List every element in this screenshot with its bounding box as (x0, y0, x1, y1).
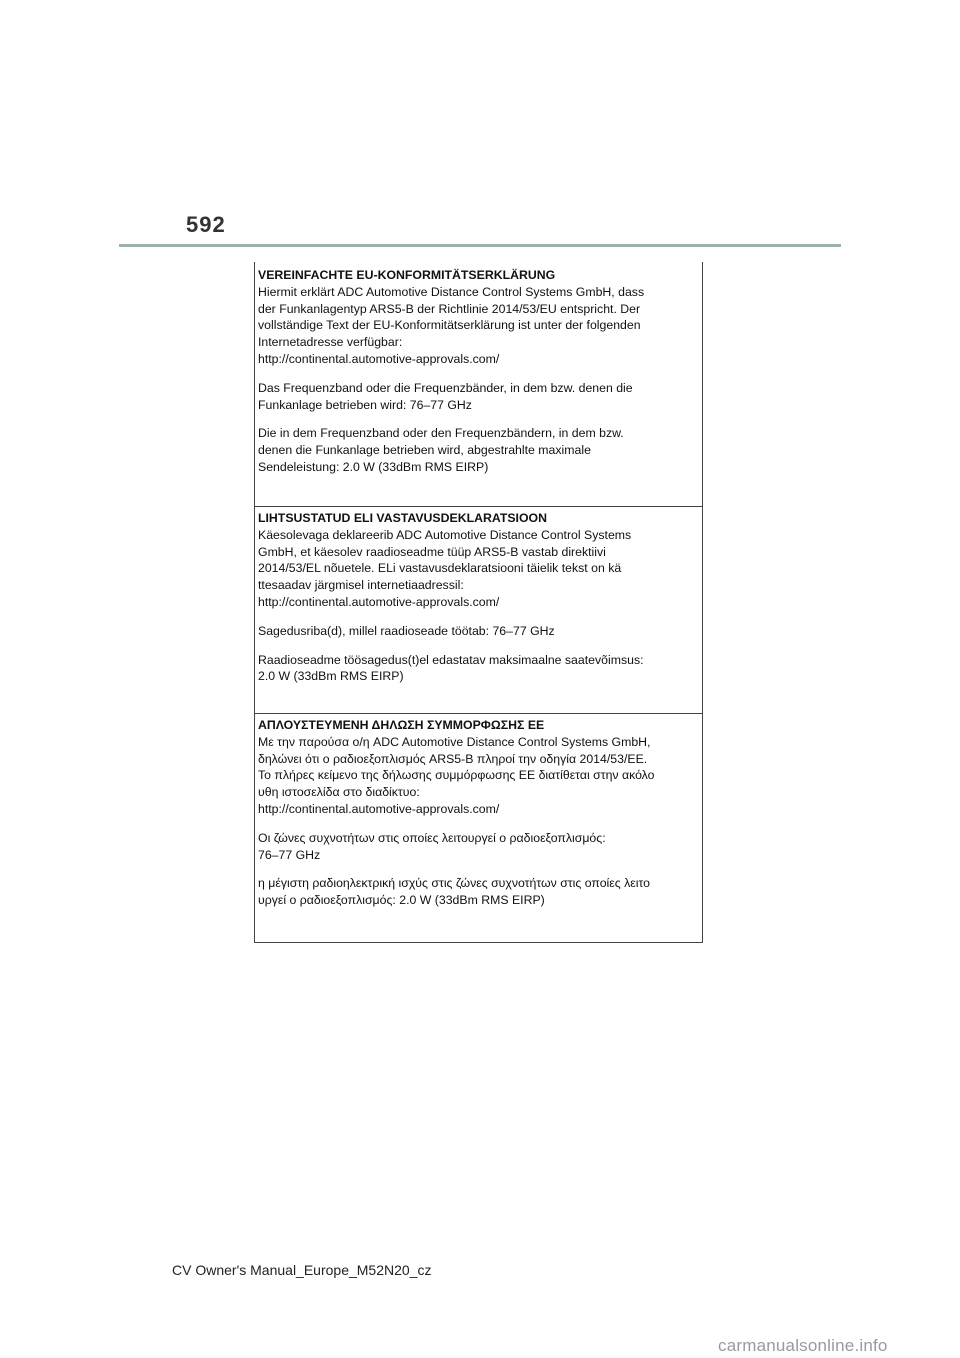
page-number: 592 (186, 212, 226, 237)
body-line: υθη ιστοσελίδα στο διαδίκτυο: (258, 785, 420, 800)
body-line: Raadioseadme töösagedus(t)el edastatav maksimaalne saatevõimsus: (258, 652, 644, 667)
body-line: Με την παρούσα ο/η ADC Automotive Distance Control Systems GmbH, (258, 734, 651, 749)
section-heading: ΑΠΛΟΥΣΤΕΥΜΕΝΗ ΔΗΛΩΣΗ ΣΥΜΜΟΡΦΩΣΗΣ ΕΕ (258, 718, 545, 732)
site-watermark: carmanualsonline.info (718, 1336, 888, 1355)
url-line: http://continental.automotive-approvals.com/ (258, 351, 500, 366)
body-line: GmbH, et käesolev raadioseadme tüüp ARS5-B vastab direktiivi (258, 544, 606, 559)
body-line: 2014/53/EL nõuetele. ELi vastavusdeklaratsiooni täielik tekst on kä (258, 561, 622, 576)
section-estonian-declaration (255, 506, 702, 685)
body-line: Funkanlage betrieben wird: 76–77 GHz (258, 397, 472, 412)
body-line: Sagedusriba(d), millel raadioseade töötab: 76–77 GHz (258, 623, 555, 638)
body-line: Το πλήρες κείμενο της δήλωσης συμμόρφωσης ΕΕ διατίθεται στην ακόλο (258, 768, 655, 783)
declaration-scan-box (254, 262, 703, 943)
body-line: Οι ζώνες συχνοτήτων στις οποίες λειτουργεί ο ραδιοεξοπλισμός: (258, 830, 606, 845)
section-heading: LIHTSUSTATUD ELI VASTAVUSDEKLARATSIOON (258, 511, 547, 525)
footer-manual-title: CV Owner's Manual_Europe_M52N20_cz (172, 1262, 432, 1278)
body-line: η μέγιστη ραδιοηλεκτρική ισχύς στις ζώνες συχνοτήτων στις οποίες λειτο (258, 876, 650, 891)
section-greek-declaration (255, 713, 702, 909)
body-line: Das Frequenzband oder die Frequenzbänder, in dem bzw. denen die (258, 380, 633, 395)
url-line: http://continental.automotive-approvals.com/ (258, 801, 500, 816)
header-rule (119, 244, 841, 247)
body-line: denen die Funkanlage betrieben wird, abgestrahlte maximale (258, 443, 591, 458)
body-line: Die in dem Frequenzband oder den Frequenzbändern, in dem bzw. (258, 426, 624, 441)
body-line: Käesolevaga deklareerib ADC Automotive Distance Control Systems (258, 527, 632, 542)
body-line: Hiermit erklärt ADC Automotive Distance Control Systems GmbH, dass (258, 284, 645, 299)
section-german-declaration (255, 267, 702, 476)
body-line: der Funkanlagentyp ARS5-B der Richtlinie 2014/53/EU entspricht. Der (258, 301, 641, 316)
body-line: ttesaadav järgmisel internetiaadressil: (258, 578, 464, 593)
body-line: Internetadresse verfügbar: (258, 335, 403, 350)
body-line: 76–77 GHz (258, 847, 321, 862)
body-line: Sendeleistung: 2.0 W (33dBm RMS EIRP) (258, 459, 489, 474)
body-line: vollständige Text der EU-Konformitätserklärung ist unter der folgenden (258, 318, 641, 333)
body-line: δηλώνει ότι ο ραδιοεξοπλισμός ARS5-B πληροί την οδηγία 2014/53/ΕΕ. (258, 751, 648, 766)
url-line: http://continental.automotive-approvals.com/ (258, 594, 500, 609)
section-heading: VEREINFACHTE EU-KONFORMITÄTSERKLÄRUNG (258, 268, 556, 282)
body-line: 2.0 W (33dBm RMS EIRP) (258, 669, 404, 684)
body-line: υργεί ο ραδιοεξοπλισμός: 2.0 W (33dBm RMS EIRP) (258, 893, 545, 908)
